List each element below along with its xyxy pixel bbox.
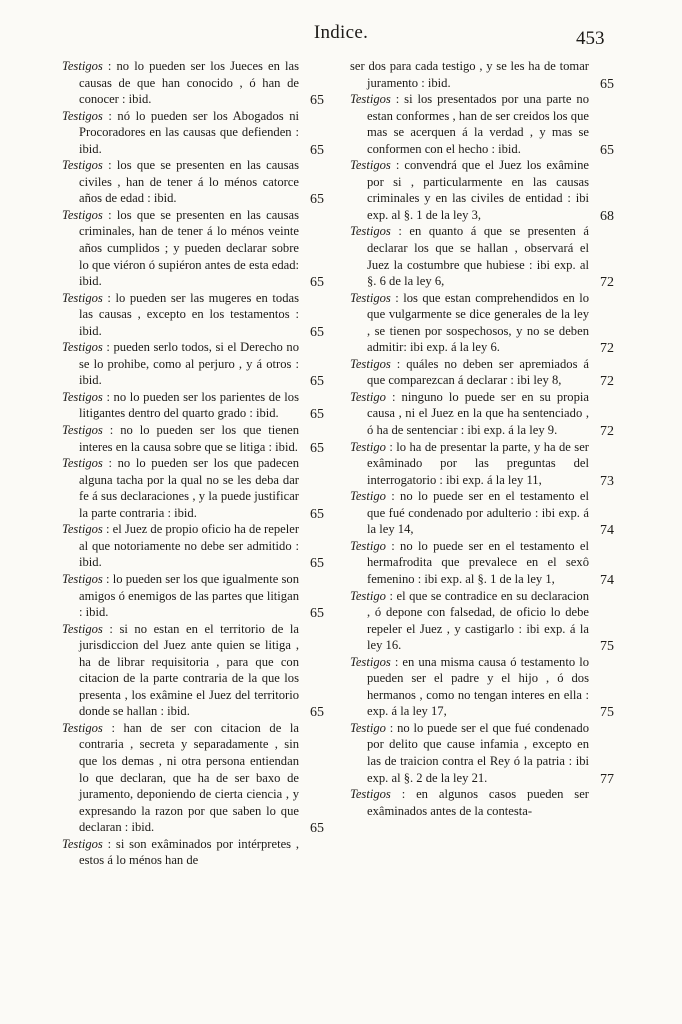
entry-heading: Testigos	[62, 456, 103, 471]
entry-page-ref: 72	[600, 341, 614, 357]
entry-page-ref: 65	[310, 142, 324, 158]
index-entry	[62, 720, 324, 836]
entry-heading: Testigos	[62, 720, 103, 735]
entry-heading: Testigo	[350, 389, 386, 404]
index-entry	[350, 720, 614, 786]
entry-text: : el que se contradice en su declaracion , ó depone con falsedad, de oficio lo debe repeler el Juez , y castigarlo : ibi exp. á la ley 16.	[367, 588, 589, 653]
index-entry	[350, 538, 614, 588]
entry-heading: Testigos	[62, 423, 103, 438]
entry-text: : no lo pueden ser los que tienen interes en la causa sobre que se litiga : ibid.	[79, 423, 299, 454]
entry-text: : quáles no deben ser apremiados á que comparezcan á declarar : ibi ley 8,	[367, 356, 589, 388]
left-column	[62, 58, 324, 869]
entry-heading: Testigo	[350, 489, 386, 504]
entry-heading: Testigos	[62, 836, 103, 851]
entry-text: : no lo puede ser el que fué condenado por delito que cause infamia , excepto en las de traicion contra el Rey ó la patria : ibi exp. al §. 2 de la ley 21.	[367, 720, 589, 785]
index-entry	[62, 621, 324, 720]
entry-heading: Testigos	[350, 224, 391, 239]
entry-heading: Testigos	[62, 290, 103, 305]
entry-heading: Testigo	[350, 439, 386, 454]
entry-heading: Testigos	[350, 787, 391, 802]
entry-heading: Testigos	[62, 108, 103, 123]
entry-text: : si son exâminados por intérpretes , estos á lo ménos han de	[79, 836, 299, 868]
entry-page-ref: 77	[600, 771, 614, 787]
index-entry	[62, 836, 324, 869]
entry-heading: Testigos	[62, 207, 103, 222]
entry-heading: Testigos	[62, 389, 103, 404]
index-entry	[62, 455, 324, 521]
entry-text: ser dos para cada testigo , y se les ha de tomar juramento : ibid.	[350, 59, 589, 90]
entry-heading: Testigos	[350, 654, 391, 669]
entry-page-ref: 65	[310, 93, 324, 109]
index-entry	[62, 571, 324, 621]
entry-text: : no lo pueden ser los Jueces en las causas de que han conocido , ó han de conocer : ibid.	[79, 59, 299, 107]
entry-heading: Testigo	[350, 538, 386, 553]
entry-text: : ninguno lo puede ser en su propia causa , ni el Juez en la que ha sentenciado , ó ha de sentenciar : ibi exp. á la ley 9.	[367, 389, 589, 438]
page-title: Indice.	[313, 22, 369, 43]
entry-page-ref: 65	[310, 407, 324, 423]
entry-text: : en algunos casos pueden ser exâminados antes de la contesta-	[367, 787, 589, 818]
index-entry	[350, 58, 614, 91]
index-entry	[62, 389, 324, 422]
index-entry	[350, 290, 614, 356]
entry-page-ref: 65	[600, 76, 614, 92]
entry-text: : los que se presenten en las causas civiles , han de tener á lo ménos catorce años de edad : ibid.	[79, 158, 299, 206]
entry-text: : lo pueden ser los que igualmente son amigos ó enemigos de las partes que litigan : ibid.	[79, 571, 299, 620]
entry-heading: Testigos	[62, 340, 103, 355]
index-entry	[62, 422, 324, 455]
entry-text: : nó lo pueden ser los Abogados ni Procoradores en las causas que defienden : ibid.	[79, 108, 299, 156]
entry-page-ref: 65	[310, 275, 324, 291]
index-entry	[62, 339, 324, 389]
index-entry	[350, 91, 614, 157]
index-entry	[62, 290, 324, 340]
entry-text: : no lo pueden ser los parientes de los litigantes dentro del quarto grado : ibid.	[79, 389, 299, 421]
entry-page-ref: 75	[600, 705, 614, 721]
entry-text: : en una misma causa ó testamento lo pueden ser el padre y el hijo , ó dos hermanos , como no tengan interes en ella : exp. á la ley 17,	[367, 654, 589, 719]
entry-page-ref: 65	[310, 324, 324, 340]
index-entry	[350, 223, 614, 289]
entry-text: : si los presentados por una parte no estan conformes , han de ser creidos los que mas se acerquen á la verdad , y mas se conformen con el hecho : ibid.	[367, 92, 589, 156]
entry-page-ref: 65	[310, 374, 324, 390]
entry-text: : pueden serlo todos, si el Derecho no se lo prohibe, como al perjuro , y á otros : ibid.	[79, 340, 299, 388]
index-entry	[350, 488, 614, 538]
entry-heading: Testigos	[62, 59, 103, 73]
entry-page-ref: 65	[600, 142, 614, 158]
index-entry	[350, 389, 614, 439]
entry-text: : han de ser con citacion de la contraria , secreta y separadamente , sin que los demas , ni otra persona entiendan lo que declaran, que ha de ser baxo de juramento, deponiendo de cierta ciencia , y expresando la razon por que saben lo que declaran : ibid.	[79, 720, 299, 835]
index-entry	[62, 521, 324, 571]
entry-page-ref: 73	[600, 473, 614, 489]
entry-page-ref: 65	[310, 506, 324, 522]
entry-heading: Testigo	[350, 588, 386, 603]
index-entry	[350, 356, 614, 389]
entry-text: : en quanto á que se presenten á declarar los que se hallan , observará el Juez la costumbre que hubiese : ibi exp. al §. 6 de la ley 6,	[367, 224, 589, 289]
index-entry	[350, 654, 614, 720]
index-entry	[62, 58, 324, 108]
entry-page-ref: 72	[600, 424, 614, 440]
entry-text: : convendrá que el Juez los exâmine por si , particularmente en las causas criminales y en las civiles de entidad : ibi exp. al §. 1 de la ley 3,	[367, 158, 589, 222]
entry-heading: Testigos	[350, 290, 391, 305]
entry-page-ref: 65	[310, 821, 324, 837]
entry-page-ref: 65	[310, 440, 324, 456]
entry-text: : los que se presenten en las causas criminales, han de tener á lo ménos veinte años cumplidos ; y pueden declarar sobre lo que viéron ó supiéron antes de esta edad: ibid.	[79, 207, 299, 289]
entry-text: : lo pueden ser las mugeres en todas las causas , excepto en los testamentos : ibid.	[79, 290, 299, 338]
entry-text: : si no estan en el territorio de la jurisdiccion del Juez ante quien se litiga , ha de librar requisitoria , para que con citacion de la parte contraria de la que los presenta , los exâmine el Juez del territorio donde se hallan : ibid.	[79, 621, 299, 719]
entry-heading: Testigo	[350, 720, 386, 735]
index-entry	[62, 207, 324, 290]
index-entry	[350, 439, 614, 489]
index-entry	[62, 157, 324, 207]
index-entry	[350, 157, 614, 223]
entry-heading: Testigos	[62, 621, 103, 636]
entry-page-ref: 74	[600, 523, 614, 539]
entry-page-ref: 65	[310, 606, 324, 622]
entry-page-ref: 72	[600, 374, 614, 390]
entry-page-ref: 65	[310, 705, 324, 721]
entry-text: : no lo puede ser en el testamento el que fué condenado por adulterio : ibi exp. á la ley 14,	[367, 489, 589, 537]
entry-page-ref: 74	[600, 572, 614, 588]
entry-text: : no lo puede ser en el testamento el hermafrodita que prevalece en el sexô femenino : ibi exp. al §. 1 de la ley 1,	[367, 538, 589, 586]
entry-page-ref: 72	[600, 275, 614, 291]
entry-heading: Testigos	[350, 356, 391, 371]
entry-text: : no lo pueden ser los que padecen alguna tacha por la qual no se les deba dar fe á sus declaraciones , y la puede justificar la parte contraria : ibid.	[79, 456, 299, 520]
index-entry	[62, 108, 324, 158]
index-entry	[350, 786, 614, 819]
index-entry	[350, 588, 614, 654]
entry-text: : lo ha de presentar la parte, y ha de ser exâminado por las preguntas del interrogatorio : ibi exp. á la ley 11,	[367, 439, 589, 487]
entry-heading: Testigos	[62, 522, 103, 537]
entry-page-ref: 65	[310, 192, 324, 208]
right-column	[350, 58, 614, 819]
entry-text: : el Juez de propio oficio ha de repeler al que notoriamente no debe ser admitido : ibid.	[79, 522, 300, 570]
entry-page-ref: 75	[600, 639, 614, 655]
page-number: 453	[576, 28, 605, 49]
entry-page-ref: 68	[600, 208, 614, 224]
entry-text: : los que estan comprehendidos en lo que vulgarmente se dice generales de la ley , se tienen por sospechosos, y no se deben admitir: ibi exp. á la ley 6.	[367, 290, 589, 355]
entry-heading: Testigos	[350, 92, 391, 107]
entry-page-ref: 65	[310, 556, 324, 572]
entry-heading: Testigos	[350, 158, 391, 173]
entry-heading: Testigos	[62, 158, 103, 173]
entry-heading: Testigos	[62, 571, 103, 586]
